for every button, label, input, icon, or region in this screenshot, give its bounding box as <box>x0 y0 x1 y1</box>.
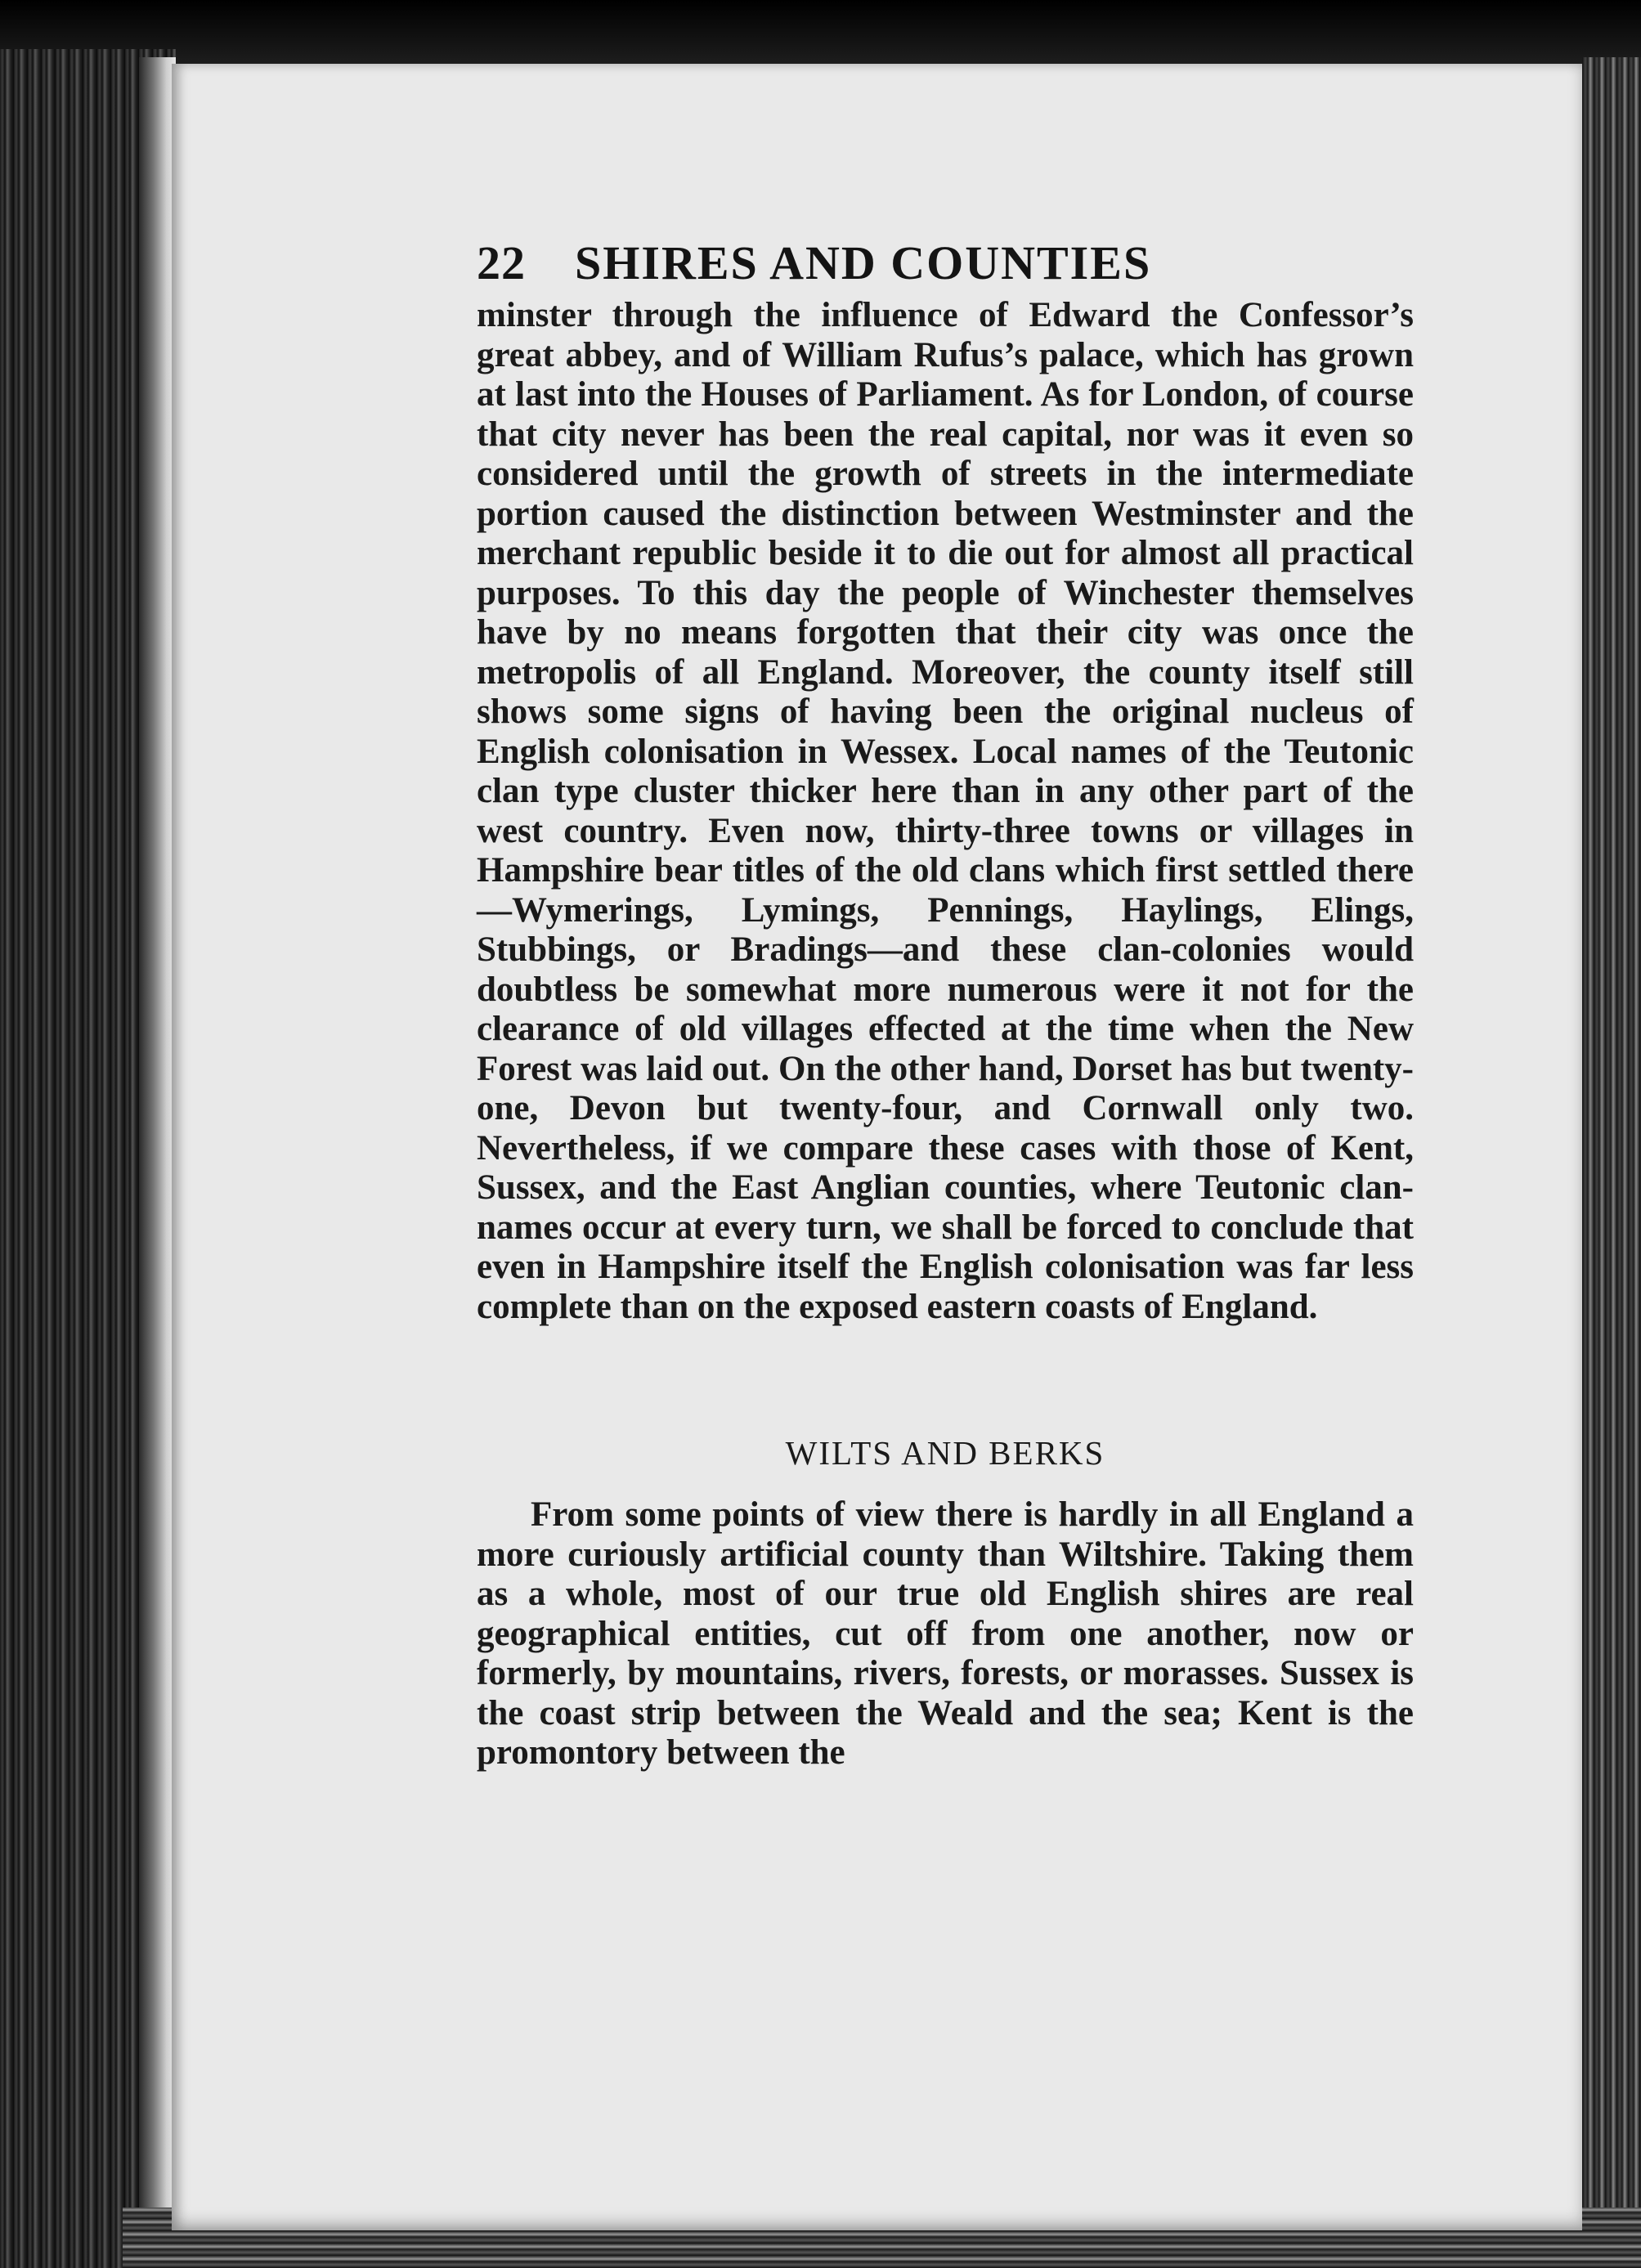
section-opening-paragraph: From some points of view there is hardly in all England a more curiously artificial county than Wiltshire. Taking them as a whole, most of our true old English shires are real geographical entities, cut off from one another, now or formerly, by mountains, rivers, forests, or morasses. Sussex is the coast strip between the Weald and the sea; Kent is the promontory between the <box>477 1495 1414 1772</box>
running-head <box>477 235 1414 296</box>
section-heading: WILTS AND BERKS <box>785 1434 1105 1472</box>
page-stack-right <box>1582 57 1641 2268</box>
page-number: 22 <box>477 236 526 289</box>
scan-top-shadow <box>0 0 1641 74</box>
page-gutter <box>139 57 176 2240</box>
running-title: SHIRES AND COUNTIES <box>575 236 1152 289</box>
continuation-paragraph: minster through the influence of Edward the Confessor’s great abbey, and of William Rufus’s palace, which has grown at last into the Houses of Parliament. As for London, of course that city never has been the real capital, nor was it even so considered until the growth of streets in the intermediate portion caused the distinction between Westminster and the merchant republic beside it to die out for almost all practical purposes. To this day the people of Winchester themselves have by no means forgotten that their city was once the metropolis of all England. Moreover, the county itself still shows some signs of having been the original nucleus of English colonisation in Wessex. Local names of the Teutonic clan type cluster thicker here than in any other part of the west country. Even now, thirty-three towns or villages in Hampshire bear titles of the old clans which first settled there—Wymerings, Lymings, Pennings, Haylings, Elings, Stubbings, or Bradings—and these clan-colonies would doubtless be somewhat more numerous were it not for the clearance of old villages effected at the time when the New Forest was laid out. On the other hand, Dorset has but twenty-one, Devon but twenty-four, and Cornwall only two. Nevertheless, if we compare these cases with those of Kent, Sussex, and the East Anglian counties, where Teutonic clan-names occur at every turn, we shall be forced to conclude that even in Hampshire itself the English colonisation was far less complete than on the exposed eastern coasts of England. <box>477 296 1414 1326</box>
page-text-block <box>477 235 1414 1773</box>
